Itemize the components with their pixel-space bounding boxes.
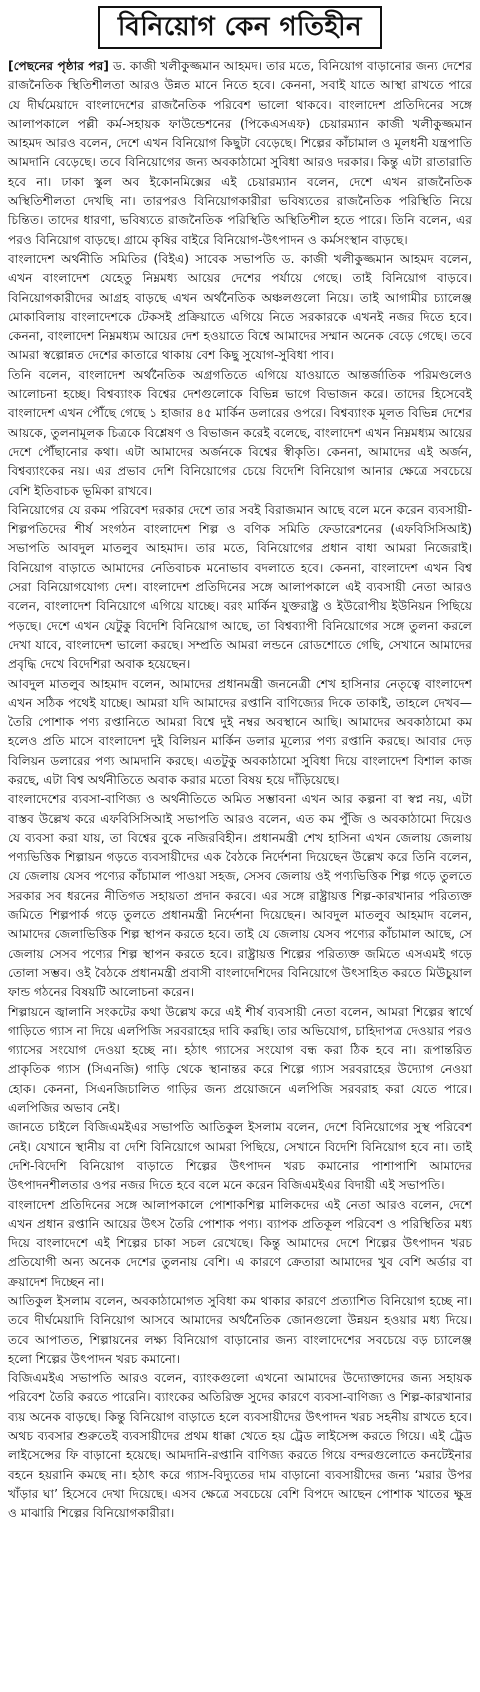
article-headline: বিনিয়োগ কেন গতিহীন [98, 6, 382, 49]
headline-container [8, 6, 472, 49]
continued-from-back-page-label: [পেছনের পৃষ্ঠার পর] [8, 59, 109, 73]
article-paragraph: তিনি বলেন, বাংলাদেশ অর্থনৈতিক অগ্রগতিতে এগিয়ে যাওয়াতে আন্তর্জাতিক পরিমণ্ডলেও আলোচনা হচ্ছে। বিশ্বব্যাংক বিশ্বের দেশগুলোকে বিভিন্ন ভাগে বিভাজন করে। তাদের হিসেবেই বাংলাদেশ এখন পৌঁছে গেছে ১ হাজার ৪৫ মার্কিন ডলারের ওপরে। বিশ্বব্যাংক মূলত বিভিন্ন দেশের আয়কে, তুলনামূলক চিত্রকে বিশ্লেষণ ও বিভাজন করেই বলেছে, বাংলাদেশ এখন নিম্নমধ্যম আয়ের দেশে পৌঁছানোর কথা। এটা আমাদের অর্জনকে বিশ্বের স্বীকৃতি। কেননা, আমাদের এই অর্জন, বিশ্বব্যাংকের নয়। এর প্রভাব দেশি বিনিয়োগের চেয়ে বিদেশি বিনিয়োগ আনার ক্ষেত্রে সবচেয়ে বেশি ইতিবাচক ভূমিকা রাখবে। [8, 367, 472, 498]
lead-paragraph-text: ড. কাজী খলীকুজ্জমান আহমদ। তার মতে, বিনিয়োগ বাড়ানোর জন্য দেশের রাজনৈতিক স্থিতিশীলতা আরও উন্নত মানে নিতে হবে। কেননা, সবাই যাতে আস্থা রাখতে পারে যে দীর্ঘমেয়াদে বাংলাদেশের রাজনৈতিক পরিবেশ ভালো থাকবে। বাংলাদেশ প্রতিদিনের সঙ্গে আলাপকালে পল্লী কর্ম-সহায়ক ফাউন্ডেশনের (পিকেএসএফ) চেয়ারম্যান কাজী খলীকুজ্জমান আহমদ আরও বলেন, দেশে এখন বিনিয়োগ কিছুটা বেড়েছে। শিল্পের কাঁচামাল ও মূলধনী যন্ত্রপাতি আমদানি বেড়েছে। তবে বিনিয়োগের জন্য অবকাঠামো সুবিধা আরও দরকার। কিন্তু এটা রাতারাতি হবে না। ঢাকা স্কুল অব ইকোনমিক্সের এই চেয়ারম্যান বলেন, দেশে এখন রাজনৈতিক অস্থিতিশীলতা দেখছি না। তারপরও বিনিয়োগকারীরা ভবিষ্যতের রাজনৈতিক পরিস্থিতি নিয়ে চিন্তিত। তাদের ধারণা, ভবিষ্যতে রাজনৈতিক পরিস্থিতি অস্থিতিশীল হতে পারে। তিনি বলেন, এর পরও বিনিয়োগ বাড়ছে। গ্রামে কৃষির বাইরে বিনিয়োগ-উৎপাদন ও কর্মসংস্থান বাড়ছে। [8, 59, 472, 247]
article-paragraph: আতিকুল ইসলাম বলেন, অবকাঠামোগত সুবিধা কম থাকার কারণে প্রত্যাশিত বিনিয়োগ হচ্ছে না। তবে দীর্ঘমেয়াদি বিনিয়োগ আসবে আমাদের অর্থনৈতিক জোনগুলো উন্নয়ন হওয়ার মধ্য দিয়ে। তবে আপাতত, শিল্পায়নের লক্ষ্য বিনিয়োগ বাড়ানোর জন্য বাংলাদেশের সবচেয়ে বড় চ্যালেঞ্জ হলো শিল্পের উৎপাদন খরচ কমানো। [8, 1294, 472, 1366]
lead-paragraph [8, 57, 472, 250]
article-paragraph: বাংলাদেশের ব্যবসা-বাণিজ্য ও অর্থনীতিতে অমিত সম্ভাবনা এখন আর কল্পনা বা স্বপ্ন নয়, এটা বাস্তব উল্লেখ করে এফবিসিসিআই সভাপতি আরও বলেন, এত কম পুঁজি ও অবকাঠামো দিয়েও যে ব্যবসা করা যায়, তা বিশ্বের বুকে নজিরবিহীন। প্রধানমন্ত্রী শেখ হাসিনা এখন জেলায় জেলায় পণ্যভিত্তিক শিল্পায়ন গড়তে ব্যবসায়ীদের এক বৈঠকে নির্দেশনা দিয়েছেন উল্লেখ করে তিনি বলেন, যে জেলায় যেসব পণ্যের কাঁচামাল পাওয়া সহজ, সেসব জেলায় ওই পণ্যভিত্তিক শিল্প গড়ে তুলতে সরকার সব ধরনের নীতিগত সহায়তা প্রদান করবে। এর সঙ্গে রাষ্ট্রায়ত্ত শিল্প-কারখানার পরিত্যক্ত জমিতে শিল্পপার্ক গড়ে তুলতে প্রধানমন্ত্রী নির্দেশনা দিয়েছেন। আবদুল মাতলুব আহমাদ বলেন, আমাদের জেলাভিত্তিক শিল্প স্থাপন করতে হবে। তাই যে জেলায় যেসব পণ্যের কাঁচামাল আছে, সে জেলায় সেসব পণ্যের শিল্প স্থাপন করতে হবে। রাষ্ট্রায়ত্ত শিল্পের পরিত্যক্ত জমিতে এসএমই গড়ে তোলা সম্ভব। ওই বৈঠকে প্রধানমন্ত্রী প্রবাসী বাংলাদেশিদের বিনিয়োগে উৎসাহিত করতে মিউচুয়াল ফান্ড গঠনের বিষয়টি আলোচনা করেন। [8, 792, 472, 1000]
article-paragraph: জানতে চাইলে বিজিএমইএর সভাপতি আতিকুল ইসলাম বলেন, দেশে বিনিয়োগের সুস্থ পরিবেশ নেই। যেখানে স্থানীয় বা দেশি বিনিয়োগে আমরা পিছিয়ে, সেখানে বিদেশি বিনিয়োগ হবে না। তাই দেশি-বিদেশি বিনিয়োগ বাড়াতে শিল্পের উৎপাদন খরচ কমানোর পাশাপাশি আমাদের উৎপাদনশীলতার ওপর নজর দিতে হবে বলে মনে করেন বিজিএমইএর বিদায়ী এই সভাপতি। [8, 1120, 472, 1193]
article-paragraph: বিনিয়োগের যে রকম পরিবেশ দরকার দেশে তার সবই বিরাজমান আছে বলে মনে করেন ব্যবসায়ী-শিল্পপতিদের শীর্ষ সংগঠন বাংলাদেশ শিল্প ও বণিক সমিতি ফেডারেশনের (এফবিসিসিআই) সভাপতি আবদুল মাতলুব আহমাদ। তার মতে, বিনিয়োগের প্রধান বাধা আমরা নিজেরাই। বিনিয়োগ বাড়াতে আমাদের নেতিবাচক মনোভাব বদলাতে হবে। কেননা, বাংলাদেশ এখন বিশ্ব সেরা বিনিয়োগযোগ্য দেশ। বাংলাদেশ প্রতিদিনের সঙ্গে আলাপকালে এই ব্যবসায়ী নেতা আরও বলেন, বাংলাদেশ বিনিয়োগে এগিয়ে যাচ্ছে। বরং মার্কিন যুক্তরাষ্ট্র ও ইউরোপীয় ইউনিয়ন পিছিয়ে পড়ছে। দেশে এখন যেটুকু বিদেশি বিনিয়োগ আছে, তা বিশ্বব্যাপী বিনিয়োগের সঙ্গে তুলনা করলে দেখা যাবে, বাংলাদেশ ভালো করছে। সম্প্রতি আমরা লন্ডনে রোডশোতে গেছি, সেখানে আমাদের প্রবৃদ্ধি দেখে বিদেশিরা অবাক হয়েছেন। [8, 502, 472, 672]
article-paragraph: আবদুল মাতলুব আহমাদ বলেন, আমাদের প্রধানমন্ত্রী জননেত্রী শেখ হাসিনার নেতৃত্বে বাংলাদেশ এখন সঠিক পথেই যাচ্ছে। আমরা যদি আমাদের রপ্তানি বাণিজ্যের দিকে তাকাই, তাহলে দেখব— তৈরি পোশাক পণ্য রপ্তানিতে আমরা বিশ্বে দুই নম্বর অবস্থানে আছি। আমাদের অবকাঠামো কম হলেও প্রতি মাসে বাংলাদেশ দুই বিলিয়ন মার্কিন ডলার মূল্যের পণ্য রপ্তানি করছে। আবার দেড় বিলিয়ন ডলারের পণ্য আমদানি করছে। এতটুকু অবকাঠামো সুবিধা দিয়ে বাংলাদেশ বিশাল কাজ করছে, এটা বিশ্ব অর্থনীতিতে অবাক করার মতো বিষয় হয়ে দাঁড়িয়েছে। [8, 676, 472, 787]
article-paragraph: বাংলাদেশ অর্থনীতি সমিতির (বিইএ) সাবেক সভাপতি ড. কাজী খলীকুজ্জমান আহমদ বলেন, এখন বাংলাদেশ যেহেতু নিম্নমধ্য আয়ের দেশের পর্যায়ে গেছে। তাই বিনিয়োগ বাড়বে। বিনিয়োগকারীদের আগ্রহ বাড়ছে এখন অর্থনৈতিক অঞ্চলগুলো নিয়ে। তাই আগামীর চ্যালেঞ্জ মোকাবিলায় বাংলাদেশকে টেকসই প্রক্রিয়াতে এগিয়ে নিতে সরকারকে এখনই নজর দিতে হবে। কেননা, বাংলাদেশ নিম্নমধ্যম আয়ের দেশ হওয়াতে বিশ্বে আমাদের সম্মান অনেক বেড়ে গেছে। তবে আমরা স্বল্পোন্নত দেশের কাতারে থাকায় বেশ কিছু সুযোগ-সুবিধা পাব। [8, 251, 472, 363]
article-paragraph: বাংলাদেশ প্রতিদিনের সঙ্গে আলাপকালে পোশাকশিল্প মালিকদের এই নেতা আরও বলেন, দেশে এখন প্রধান রপ্তানি আয়ের উৎস তৈরি পোশাক পণ্য। ব্যাপক প্রতিকূল পরিবেশ ও পরিস্থিতির মধ্য দিয়ে বাংলাদেশে এই শিল্পের চাকা সচল রেখেছে। কিন্তু আমাদের দেশে শিল্পের উৎপাদন খরচ প্রতিযোগী অন্য অনেক দেশের তুলনায় বেশি। এ কারণে ক্রেতারা আমাদের খুব বেশি অর্ডার বা ক্রয়াদেশ দিচ্ছেন না। [8, 1197, 472, 1289]
article-paragraph: বিজিএমইএ সভাপতি আরও বলেন, ব্যাংকগুলো এখনো আমাদের উদ্যোক্তাদের জন্য সহায়ক পরিবেশ তৈরি করতে পারেনি। ব্যাংকের অতিরিক্ত সুদের কারণে ব্যবসা-বাণিজ্য ও শিল্প-কারখানার ব্যয় অনেক বাড়ছে। কিন্তু বিনিয়োগ বাড়াতে হলে ব্যবসায়ীদের উৎপাদন খরচ সহনীয় রাখতে হবে। অথচ ব্যবসার শুরুতেই ব্যবসায়ীদের প্রথম ধাক্কা খেতে হয় ট্রেড লাইসেন্স করতে গিয়ে। এই ট্রেড লাইসেন্সের ফি বাড়ানো হয়েছে। আমদানি-রপ্তানি বাণিজ্য করতে গিয়ে বন্দরগুলোতে কনটেইনার বহনে হয়রানি কমছে না। হঠাৎ করে গ্যাস-বিদ্যুতের দাম বাড়ানো ব্যবসায়ীদের জন্য ‘মরার উপর খাঁড়ার ঘা’ হিসেবে দেখা দিয়েছে। এসব ক্ষেত্রে সবচেয়ে বেশি বিপদে আছেন পোশাক খাতের ক্ষুদ্র ও মাঝারি শিল্পের বিনিয়োগকারীরা। [8, 1371, 472, 1521]
article-body [8, 57, 472, 1524]
article-paragraph: শিল্পায়নে জ্বালানি সংকটের কথা উল্লেখ করে এই শীর্ষ ব্যবসায়ী নেতা বলেন, আমরা শিল্পের স্বার্থে গাড়িতে গ্যাস না দিয়ে এলপিজি সরবরাহের দাবি করছি। তার অভিযোগ, চাহিদাপত্র দেওয়ার পরও গ্যাসের সংযোগ দেওয়া হচ্ছে না। হঠাৎ গ্যাসের সংযোগ বন্ধ করা ঠিক হবে না। রূপান্তরিত প্রাকৃতিক গ্যাস (সিএনজি) গাড়ি থেকে স্থানান্তর করে শিল্পে গ্যাস সরবরাহের উদ্যোগ নেওয়া হোক। কেননা, সিএনজিচালিত গাড়ির জন্য প্রয়োজনে এলপিজি সরবরাহ করা যেতে পারে। এলপিজির অভাব নেই। [8, 1004, 472, 1116]
